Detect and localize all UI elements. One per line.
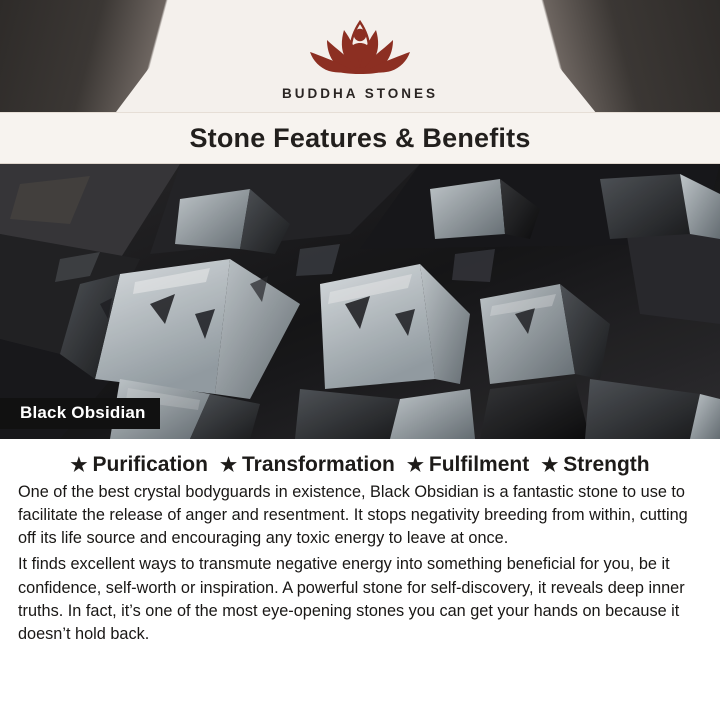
brand-name: BUDDHA STONES: [281, 85, 438, 101]
feature-keyword-label: Purification: [92, 453, 208, 476]
star-icon: ★: [541, 454, 559, 476]
description-paragraph-1: One of the best crystal bodyguards in existence, Black Obsidian is a fantastic stone to use to facilitate the release of anger and resentment. It stops negativity breeding from within, cutting off its life source and encouraging any toxic energy to leave at once.: [18, 483, 688, 548]
star-icon: ★: [70, 454, 88, 476]
feature-keyword: [70, 453, 208, 477]
brand-lockup: [282, 12, 438, 101]
feature-keyword: [541, 453, 649, 477]
star-icon: ★: [219, 454, 237, 476]
star-icon: ★: [406, 454, 424, 476]
feature-keyword: [407, 453, 529, 477]
brand-band: [0, 0, 720, 112]
feature-keyword-label: Fulfilment: [428, 453, 530, 476]
feature-keyword-label: Strength: [563, 453, 650, 476]
title-bar: [0, 112, 720, 164]
feature-keyword-label: Transformation: [242, 453, 395, 476]
hero-image: [0, 164, 720, 439]
lotus-meditation-icon: [296, 18, 424, 84]
description-paragraph-2: It finds excellent ways to transmute negative energy into something beneficial for you, be it confidence, self-worth or inspiration. A powerful stone for self-discovery, it reveals deep inner truths. In fact, it’s one of the most eye-opening stones you can get your hands on because it doesn’t hold back.: [18, 555, 685, 643]
feature-keyword: [220, 453, 395, 477]
hero-caption: Black Obsidian: [0, 398, 160, 429]
content-area: [0, 439, 720, 646]
feature-keywords: [16, 453, 704, 477]
page-title: Stone Features & Benefits: [189, 122, 531, 153]
